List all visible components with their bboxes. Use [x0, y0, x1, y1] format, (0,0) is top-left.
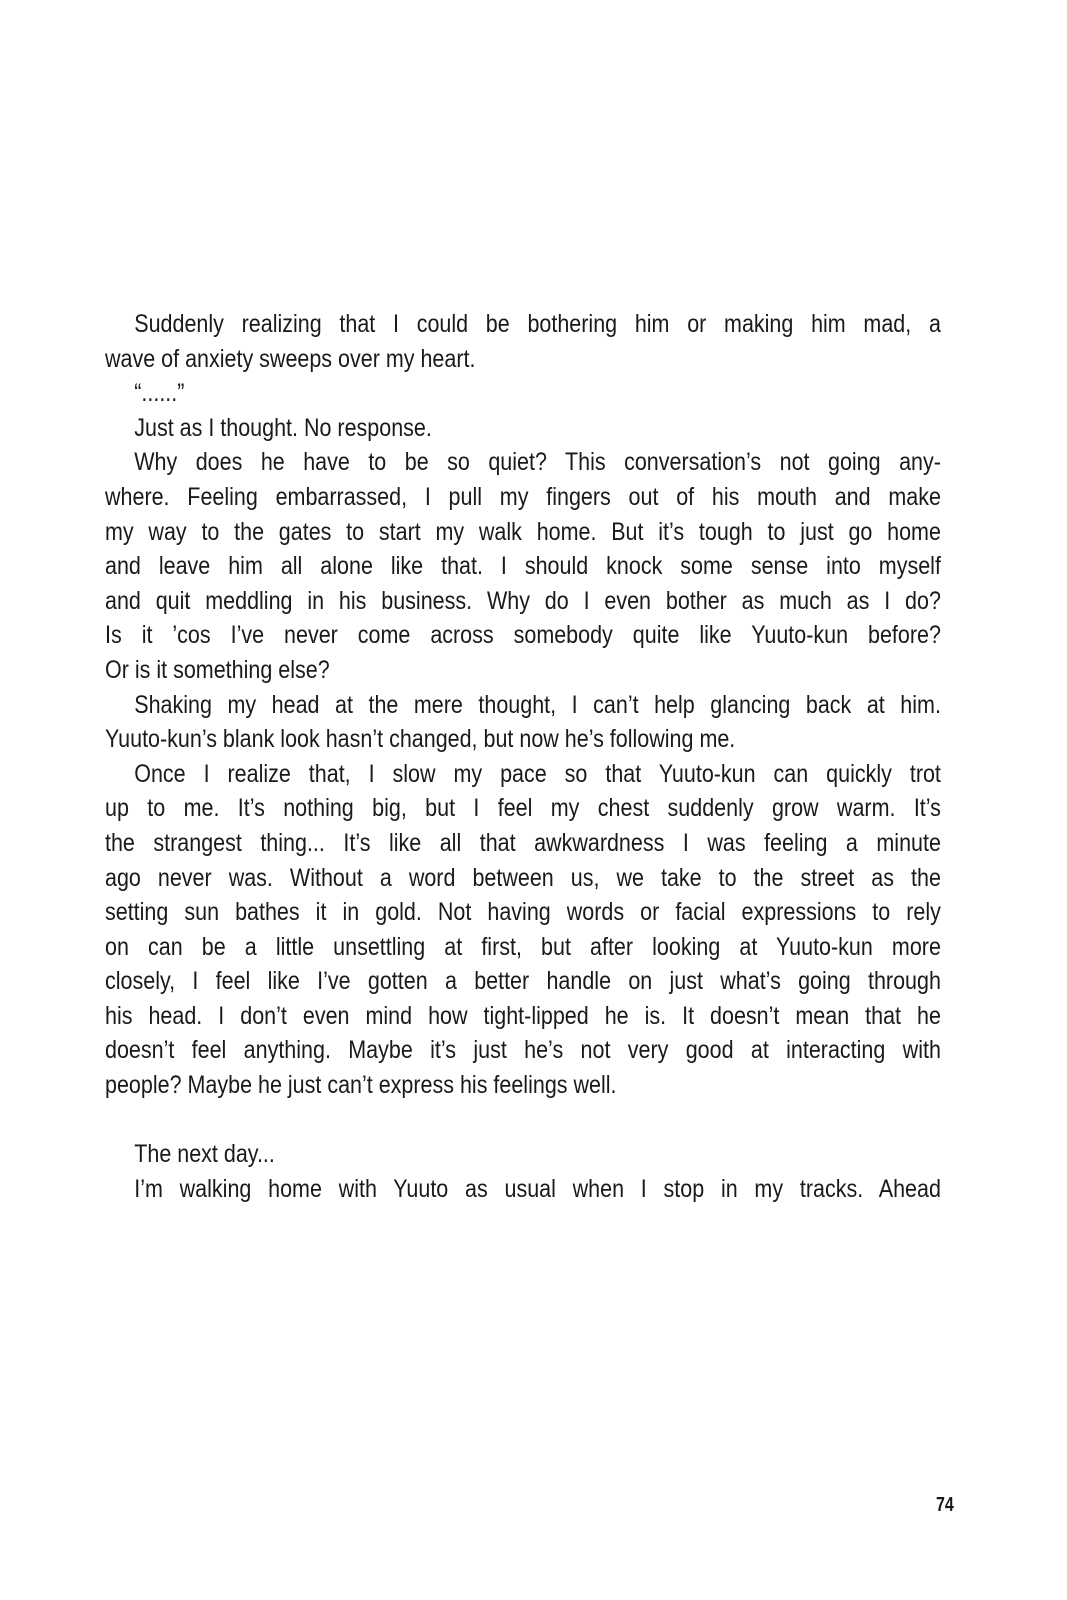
text-line: Suddenly realizing that I could be bothering him or making him mad, a — [134, 310, 941, 338]
page-number: 74 — [936, 1494, 954, 1516]
text-line: Shaking my head at the mere thought, I can’t help glancing back at him. — [134, 690, 941, 719]
text-line: on can be a little unsettling at first, but after looking at Yuuto-kun more — [105, 932, 941, 961]
text-line: closely, I feel like I’ve gotten a better handle on just what’s going through — [105, 967, 941, 996]
text-line: people? Maybe he just can’t express his feelings well. — [105, 1071, 617, 1100]
text-line: Just as I thought. No response. — [134, 413, 432, 442]
text-line: my way to the gates to start my walk home. But it’s tough to just go home — [105, 517, 941, 546]
text-line: Once I realize that, I slow my pace so that Yuuto-kun can quickly trot — [134, 759, 941, 788]
text-line: Yuuto-kun’s blank look hasn’t changed, but now he’s following me. — [105, 725, 736, 754]
text-line: ago never was. Without a word between us, we take to the street as the — [105, 863, 941, 892]
text-line: the strangest thing... It’s like all that awkwardness I was feeling a minute — [105, 828, 941, 857]
text-line: his head. I don’t even mind how tight-lipped he is. It doesn’t mean that he — [105, 1001, 941, 1030]
text-line: The next day... — [134, 1140, 275, 1169]
dialogue-line: “......” — [134, 379, 185, 408]
text-line: where. Feeling embarrassed, I pull my fingers out of his mouth and make — [105, 482, 941, 511]
text-line: Or is it something else? — [105, 655, 330, 684]
text-line: wave of anxiety sweeps over my heart. — [105, 344, 476, 373]
text-line: I’m walking home with Yuuto as usual when I stop in my tracks. Ahead — [134, 1174, 941, 1203]
text-line: up to me. It’s nothing big, but I feel my chest suddenly grow warm. It’s — [105, 794, 941, 823]
text-line: and quit meddling in his business. Why do I even bother as much as I do? — [105, 586, 941, 615]
text-line: setting sun bathes it in gold. Not having words or facial expressions to rely — [105, 898, 941, 927]
text-line: and leave him all alone like that. I should knock some sense into myself — [105, 552, 941, 581]
text-line: Is it ’cos I’ve never come across somebody quite like Yuuto-kun before? — [105, 621, 941, 650]
body-text — [105, 307, 941, 1206]
paragraph-gap — [105, 1103, 941, 1138]
text-line: Why does he have to be so quiet? This conversation’s not going any- — [134, 448, 941, 477]
text-line: doesn’t feel anything. Maybe it’s just he’s not very good at interacting with — [105, 1036, 941, 1065]
